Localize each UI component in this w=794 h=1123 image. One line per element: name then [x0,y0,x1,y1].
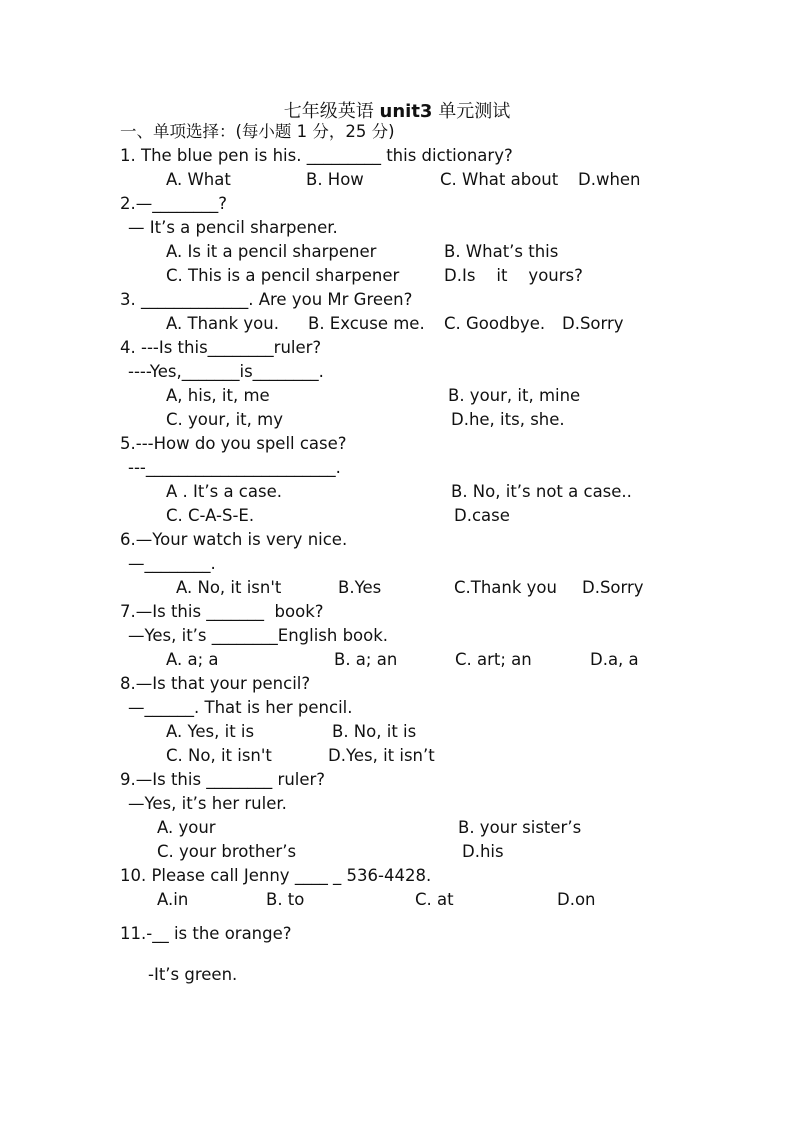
q1-option-b: B. How [306,170,364,189]
q5-option-a: A . It’s a case. [166,482,282,501]
question-5: 5.---How do you spell case? [120,434,347,453]
q5-option-b: B. No, it’s not a case.. [451,482,632,501]
question-8: 8.—Is that your pencil? [120,674,311,693]
q2-option-d: D.Is it yours? [444,266,583,285]
q6-option-d: D.Sorry [582,578,644,597]
q2-answer: — It’s a pencil sharpener. [128,218,338,237]
q4-option-c: C. your, it, my [166,410,283,429]
q6-option-a: A. No, it isn't [176,578,282,597]
q4-answer: ----Yes,_______is________. [128,362,324,381]
q1-option-d: D.when [578,170,641,189]
q8-option-c: C. No, it isn't [166,746,272,765]
page-title [0,97,794,123]
question-6: 6.—Your watch is very nice. [120,530,348,549]
question-7: 7.—Is this _______ book? [120,602,324,621]
q9-answer: —Yes, it’s her ruler. [128,794,287,813]
title-suffix: 单元测试 [432,101,511,122]
q4-option-d: D.he, its, she. [451,410,565,429]
question-10: 10. Please call Jenny ____ _ 536-4428. [120,866,432,885]
section-heading: 一、单项选择：(每小题 1 分，25 分) [120,122,395,141]
q4-option-b: B. your, it, mine [448,386,581,405]
q3-option-b: B. Excuse me. [308,314,425,333]
q6-option-b: B.Yes [338,578,382,597]
question-1: 1. The blue pen is his. _________ this dictionary? [120,146,513,165]
q7-option-c: C. art; an [455,650,532,669]
q8-option-d: D.Yes, it isn’t [328,746,435,765]
q3-option-d: D.Sorry [562,314,624,333]
q11-answer: -It’s green. [148,965,238,984]
q9-option-d: D.his [462,842,504,861]
question-11: 11.-__ is the orange? [120,924,292,943]
q9-option-c: C. your brother’s [157,842,297,861]
q2-option-a: A. Is it a pencil sharpener [166,242,377,261]
q7-option-a: A. a; a [166,650,219,669]
q2-option-c: C. This is a pencil sharpener [166,266,400,285]
q6-option-c: C.Thank you [454,578,557,597]
title-unit: unit3 [379,101,433,122]
q4-option-a: A, his, it, me [166,386,270,405]
q9-option-a: A. your [157,818,216,837]
q7-option-b: B. a; an [334,650,398,669]
question-4: 4. ---Is this________ruler? [120,338,322,357]
q8-option-a: A. Yes, it is [166,722,255,741]
title-prefix: 七年级英语 [283,101,380,122]
q6-answer: —________. [128,554,216,573]
q2-option-b: B. What’s this [444,242,559,261]
q7-answer: —Yes, it’s ________English book. [128,626,389,645]
question-2: 2.—________? [120,194,228,213]
q3-option-c: C. Goodbye. [444,314,546,333]
question-3: 3. _____________. Are you Mr Green? [120,290,413,309]
q9-option-b: B. your sister’s [458,818,582,837]
q1-option-a: A. What [166,170,231,189]
q3-option-a: A. Thank you. [166,314,279,333]
q8-answer: —______. That is her pencil. [128,698,353,717]
q10-option-d: D.on [557,890,596,909]
q10-option-a: A.in [157,890,189,909]
q10-option-b: B. to [266,890,305,909]
q1-option-c: C. What about [440,170,559,189]
q10-option-c: C. at [415,890,454,909]
q7-option-d: D.a, a [590,650,639,669]
q5-option-d: D.case [454,506,510,525]
q5-option-c: C. C-A-S-E. [166,506,255,525]
q8-option-b: B. No, it is [332,722,417,741]
q5-answer: ---_______________________. [128,458,341,477]
question-9: 9.—Is this ________ ruler? [120,770,326,789]
